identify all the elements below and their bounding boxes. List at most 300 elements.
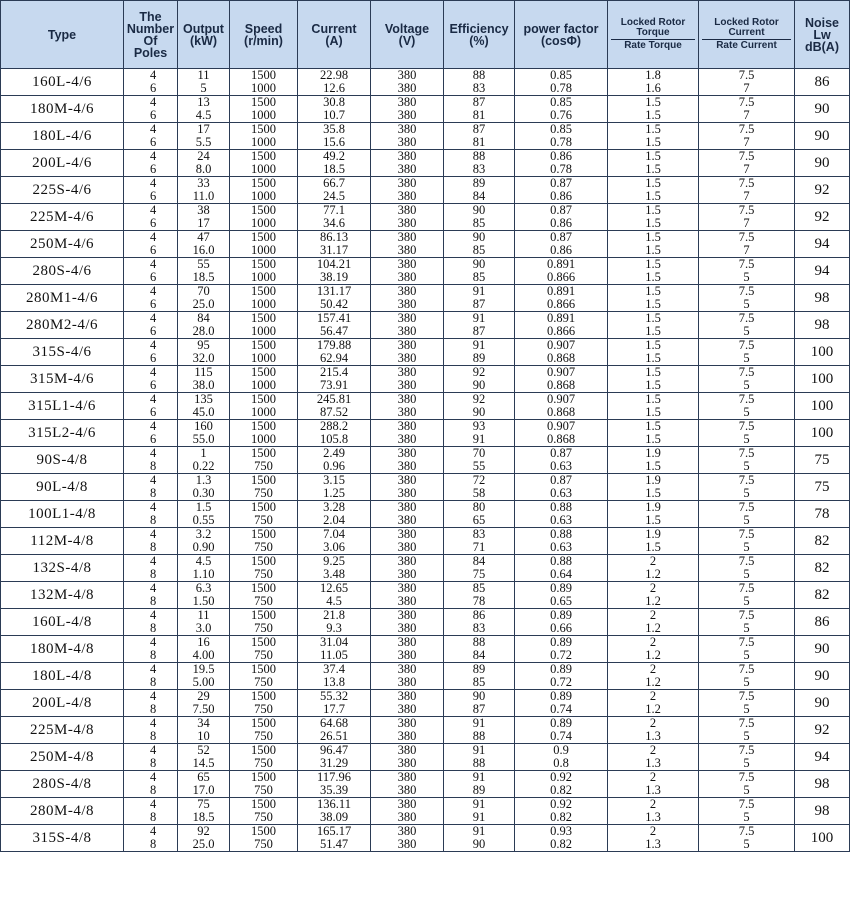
locked-torque-cell: 1.5: [608, 460, 699, 474]
speed-cell: 750: [230, 487, 298, 501]
power-factor-cell: 0.907: [515, 393, 608, 407]
type-cell: 250M-4/8: [1, 744, 124, 771]
efficiency-cell: 89: [444, 784, 515, 798]
locked-torque-cell: 1.2: [608, 622, 699, 636]
locked-torque-cell: 1.9: [608, 447, 699, 461]
locked-current-cell: 5: [699, 730, 795, 744]
locked-torque-cell: 1.3: [608, 757, 699, 771]
table-row: [1, 217, 850, 231]
locked-torque-cell: 1.5: [608, 325, 699, 339]
noise-cell: 100: [795, 420, 850, 447]
output-cell: 17: [178, 123, 230, 137]
type-cell: 315L1-4/6: [1, 393, 124, 420]
table-row: [1, 177, 850, 191]
efficiency-cell: 85: [444, 676, 515, 690]
table-row: [1, 258, 850, 272]
speed-cell: 1500: [230, 393, 298, 407]
locked-torque-cell: 1.2: [608, 703, 699, 717]
power-factor-cell: 0.86: [515, 217, 608, 231]
poles-cell: 4: [124, 123, 178, 137]
output-cell: 1.50: [178, 595, 230, 609]
speed-cell: 1500: [230, 69, 298, 83]
locked-current-cell: 7.5: [699, 771, 795, 785]
speed-cell: 750: [230, 514, 298, 528]
current-cell: 9.25: [298, 555, 371, 569]
speed-cell: 1000: [230, 379, 298, 393]
poles-cell: 8: [124, 730, 178, 744]
efficiency-cell: 88: [444, 69, 515, 83]
locked-current-cell: 5: [699, 784, 795, 798]
poles-cell: 8: [124, 514, 178, 528]
locked-torque-cell: 1.9: [608, 474, 699, 488]
speed-cell: 1500: [230, 825, 298, 839]
noise-cell: 90: [795, 690, 850, 717]
output-cell: 65: [178, 771, 230, 785]
locked-current-cell: 7.5: [699, 204, 795, 218]
voltage-cell: 380: [371, 622, 444, 636]
table-row: [1, 501, 850, 515]
speed-cell: 1000: [230, 217, 298, 231]
table-row: [1, 541, 850, 555]
header-speed: Speed (r/min): [230, 1, 298, 69]
power-factor-cell: 0.78: [515, 163, 608, 177]
efficiency-cell: 83: [444, 622, 515, 636]
current-cell: 0.96: [298, 460, 371, 474]
locked-current-cell: 7.5: [699, 69, 795, 83]
voltage-cell: 380: [371, 204, 444, 218]
noise-cell: 98: [795, 771, 850, 798]
power-factor-cell: 0.89: [515, 690, 608, 704]
locked-current-cell: 5: [699, 568, 795, 582]
efficiency-cell: 91: [444, 825, 515, 839]
current-cell: 10.7: [298, 109, 371, 123]
locked-current-cell: 5: [699, 433, 795, 447]
locked-torque-cell: 2: [608, 690, 699, 704]
type-cell: 180L-4/6: [1, 123, 124, 150]
speed-cell: 1500: [230, 609, 298, 623]
type-cell: 225M-4/6: [1, 204, 124, 231]
power-factor-cell: 0.87: [515, 447, 608, 461]
poles-cell: 4: [124, 96, 178, 110]
table-row: [1, 379, 850, 393]
efficiency-cell: 88: [444, 730, 515, 744]
table-row: [1, 703, 850, 717]
header-output: Output (kW): [178, 1, 230, 69]
output-cell: 6.3: [178, 582, 230, 596]
efficiency-cell: 92: [444, 366, 515, 380]
locked-torque-cell: 1.5: [608, 285, 699, 299]
poles-cell: 6: [124, 271, 178, 285]
locked-current-cell: 7.5: [699, 285, 795, 299]
table-row: [1, 798, 850, 812]
voltage-cell: 380: [371, 325, 444, 339]
table-row: [1, 190, 850, 204]
noise-cell: 82: [795, 528, 850, 555]
voltage-cell: 380: [371, 514, 444, 528]
noise-cell: 90: [795, 150, 850, 177]
table-row: [1, 312, 850, 326]
voltage-cell: 380: [371, 231, 444, 245]
voltage-cell: 380: [371, 757, 444, 771]
power-factor-cell: 0.65: [515, 595, 608, 609]
power-factor-cell: 0.868: [515, 406, 608, 420]
locked-current-cell: 7.5: [699, 690, 795, 704]
efficiency-cell: 87: [444, 325, 515, 339]
efficiency-cell: 90: [444, 379, 515, 393]
locked-torque-cell: 1.5: [608, 406, 699, 420]
type-cell: 200L-4/6: [1, 150, 124, 177]
output-cell: 55.0: [178, 433, 230, 447]
speed-cell: 1500: [230, 771, 298, 785]
table-row: [1, 420, 850, 434]
locked-torque-cell: 1.5: [608, 258, 699, 272]
locked-current-cell: 5: [699, 703, 795, 717]
locked-current-cell: 5: [699, 460, 795, 474]
locked-torque-cell: 2: [608, 609, 699, 623]
efficiency-cell: 55: [444, 460, 515, 474]
locked-torque-cell: 1.5: [608, 393, 699, 407]
poles-cell: 6: [124, 433, 178, 447]
locked-current-cell: 7.5: [699, 555, 795, 569]
power-factor-cell: 0.93: [515, 825, 608, 839]
locked-torque-cell: 2: [608, 636, 699, 650]
poles-cell: 4: [124, 690, 178, 704]
power-factor-cell: 0.907: [515, 339, 608, 353]
voltage-cell: 380: [371, 406, 444, 420]
current-cell: 9.3: [298, 622, 371, 636]
voltage-cell: 380: [371, 825, 444, 839]
poles-cell: 6: [124, 352, 178, 366]
current-cell: 2.49: [298, 447, 371, 461]
power-factor-cell: 0.82: [515, 811, 608, 825]
current-cell: 34.6: [298, 217, 371, 231]
voltage-cell: 380: [371, 109, 444, 123]
current-cell: 50.42: [298, 298, 371, 312]
locked-current-cell: 5: [699, 325, 795, 339]
current-cell: 96.47: [298, 744, 371, 758]
voltage-cell: 380: [371, 784, 444, 798]
output-cell: 47: [178, 231, 230, 245]
locked-current-cell: 5: [699, 406, 795, 420]
current-cell: 31.29: [298, 757, 371, 771]
power-factor-cell: 0.907: [515, 420, 608, 434]
current-cell: 3.28: [298, 501, 371, 515]
table-row: [1, 271, 850, 285]
type-cell: 250M-4/6: [1, 231, 124, 258]
current-cell: 165.17: [298, 825, 371, 839]
locked-current-cell: 7.5: [699, 231, 795, 245]
power-factor-cell: 0.89: [515, 609, 608, 623]
table-row: [1, 123, 850, 137]
type-cell: 100L1-4/8: [1, 501, 124, 528]
voltage-cell: 380: [371, 460, 444, 474]
power-factor-cell: 0.88: [515, 528, 608, 542]
voltage-cell: 380: [371, 136, 444, 150]
efficiency-cell: 85: [444, 271, 515, 285]
efficiency-cell: 91: [444, 798, 515, 812]
speed-cell: 1500: [230, 312, 298, 326]
locked-current-cell: 7.5: [699, 420, 795, 434]
power-factor-cell: 0.89: [515, 663, 608, 677]
efficiency-cell: 91: [444, 312, 515, 326]
locked-current-cell: 7.5: [699, 447, 795, 461]
locked-current-cell: 5: [699, 298, 795, 312]
power-factor-cell: 0.82: [515, 838, 608, 852]
output-cell: 0.55: [178, 514, 230, 528]
type-cell: 200L-4/8: [1, 690, 124, 717]
poles-cell: 4: [124, 744, 178, 758]
poles-cell: 8: [124, 838, 178, 852]
current-cell: 38.19: [298, 271, 371, 285]
poles-cell: 4: [124, 825, 178, 839]
noise-cell: 86: [795, 609, 850, 636]
locked-current-cell: 7.5: [699, 339, 795, 353]
poles-cell: 6: [124, 163, 178, 177]
efficiency-cell: 90: [444, 204, 515, 218]
type-cell: 160L-4/8: [1, 609, 124, 636]
locked-torque-cell: 1.5: [608, 339, 699, 353]
locked-torque-cell: 2: [608, 798, 699, 812]
efficiency-cell: 90: [444, 406, 515, 420]
voltage-cell: 380: [371, 420, 444, 434]
locked-current-cell: 7.5: [699, 123, 795, 137]
current-cell: 13.8: [298, 676, 371, 690]
poles-cell: 8: [124, 676, 178, 690]
table-row: [1, 325, 850, 339]
efficiency-cell: 72: [444, 474, 515, 488]
locked-torque-cell: 1.5: [608, 541, 699, 555]
output-cell: 1: [178, 447, 230, 461]
table-row: [1, 838, 850, 852]
output-cell: 0.90: [178, 541, 230, 555]
locked-torque-cell: 1.5: [608, 231, 699, 245]
locked-torque-cell: 1.5: [608, 433, 699, 447]
poles-cell: 6: [124, 82, 178, 96]
current-cell: 38.09: [298, 811, 371, 825]
locked-torque-cell: 2: [608, 771, 699, 785]
poles-cell: 4: [124, 312, 178, 326]
current-cell: 105.8: [298, 433, 371, 447]
locked-torque-cell: 1.6: [608, 82, 699, 96]
locked-current-cell: 7.5: [699, 96, 795, 110]
voltage-cell: 380: [371, 163, 444, 177]
header-efficiency: Efficiency (%): [444, 1, 515, 69]
poles-cell: 4: [124, 636, 178, 650]
speed-cell: 1500: [230, 204, 298, 218]
locked-torque-cell: 1.5: [608, 204, 699, 218]
output-cell: 18.5: [178, 811, 230, 825]
table-row: [1, 460, 850, 474]
table-row: [1, 204, 850, 218]
poles-cell: 4: [124, 798, 178, 812]
current-cell: 86.13: [298, 231, 371, 245]
output-cell: 1.5: [178, 501, 230, 515]
locked-current-cell: 7: [699, 163, 795, 177]
output-cell: 17.0: [178, 784, 230, 798]
locked-torque-cell: 1.3: [608, 730, 699, 744]
output-cell: 32.0: [178, 352, 230, 366]
noise-cell: 90: [795, 123, 850, 150]
locked-current-cell: 5: [699, 649, 795, 663]
efficiency-cell: 81: [444, 109, 515, 123]
output-cell: 70: [178, 285, 230, 299]
table-row: [1, 555, 850, 569]
locked-torque-cell: 1.3: [608, 838, 699, 852]
current-cell: 12.65: [298, 582, 371, 596]
type-cell: 225M-4/8: [1, 717, 124, 744]
locked-torque-cell: 1.5: [608, 366, 699, 380]
locked-torque-cell: 1.5: [608, 123, 699, 137]
noise-cell: 94: [795, 231, 850, 258]
table-row: [1, 82, 850, 96]
locked-torque-cell: 1.2: [608, 649, 699, 663]
speed-cell: 750: [230, 784, 298, 798]
header-voltage: Voltage (V): [371, 1, 444, 69]
current-cell: 55.32: [298, 690, 371, 704]
power-factor-cell: 0.86: [515, 244, 608, 258]
voltage-cell: 380: [371, 798, 444, 812]
header-type: Type: [1, 1, 124, 69]
power-factor-cell: 0.63: [515, 487, 608, 501]
current-cell: 18.5: [298, 163, 371, 177]
noise-cell: 82: [795, 555, 850, 582]
poles-cell: 8: [124, 811, 178, 825]
current-cell: 31.04: [298, 636, 371, 650]
noise-cell: 82: [795, 582, 850, 609]
current-cell: 37.4: [298, 663, 371, 677]
noise-cell: 75: [795, 447, 850, 474]
current-cell: 56.47: [298, 325, 371, 339]
locked-torque-cell: 1.5: [608, 271, 699, 285]
locked-torque-cell: 1.5: [608, 136, 699, 150]
type-cell: 280M-4/8: [1, 798, 124, 825]
voltage-cell: 380: [371, 379, 444, 393]
speed-cell: 1500: [230, 123, 298, 137]
poles-cell: 4: [124, 663, 178, 677]
efficiency-cell: 89: [444, 663, 515, 677]
poles-cell: 4: [124, 501, 178, 515]
locked-current-cell: 7.5: [699, 744, 795, 758]
speed-cell: 1500: [230, 150, 298, 164]
output-cell: 160: [178, 420, 230, 434]
power-factor-cell: 0.82: [515, 784, 608, 798]
noise-cell: 92: [795, 204, 850, 231]
current-cell: 87.52: [298, 406, 371, 420]
voltage-cell: 380: [371, 150, 444, 164]
voltage-cell: 380: [371, 771, 444, 785]
voltage-cell: 380: [371, 190, 444, 204]
current-cell: 26.51: [298, 730, 371, 744]
speed-cell: 1500: [230, 339, 298, 353]
voltage-cell: 380: [371, 123, 444, 137]
power-factor-cell: 0.9: [515, 744, 608, 758]
current-cell: 12.6: [298, 82, 371, 96]
table-row: [1, 366, 850, 380]
locked-torque-cell: 1.3: [608, 811, 699, 825]
voltage-cell: 380: [371, 258, 444, 272]
speed-cell: 1500: [230, 447, 298, 461]
current-cell: 35.39: [298, 784, 371, 798]
table-row: [1, 285, 850, 299]
efficiency-cell: 83: [444, 163, 515, 177]
locked-current-cell: 7: [699, 244, 795, 258]
speed-cell: 1000: [230, 271, 298, 285]
type-cell: 180L-4/8: [1, 663, 124, 690]
poles-cell: 4: [124, 177, 178, 191]
output-cell: 4.5: [178, 555, 230, 569]
table-body: [1, 69, 850, 852]
table-row: [1, 771, 850, 785]
noise-cell: 92: [795, 717, 850, 744]
header-locked-current: Locked Rotor Current Rate Current: [699, 1, 795, 69]
voltage-cell: 380: [371, 636, 444, 650]
current-cell: 21.8: [298, 609, 371, 623]
locked-current-cell: 5: [699, 379, 795, 393]
locked-current-cell: 7.5: [699, 150, 795, 164]
output-cell: 7.50: [178, 703, 230, 717]
locked-current-cell: 7.5: [699, 528, 795, 542]
power-factor-cell: 0.88: [515, 555, 608, 569]
output-cell: 92: [178, 825, 230, 839]
noise-cell: 100: [795, 825, 850, 852]
poles-cell: 4: [124, 555, 178, 569]
poles-cell: 4: [124, 582, 178, 596]
output-cell: 34: [178, 717, 230, 731]
locked-torque-cell: 1.3: [608, 784, 699, 798]
power-factor-cell: 0.63: [515, 460, 608, 474]
header-locked-torque: Locked Rotor Torque Rate Torque: [608, 1, 699, 69]
table-row: [1, 582, 850, 596]
speed-cell: 1000: [230, 82, 298, 96]
efficiency-cell: 90: [444, 690, 515, 704]
speed-cell: 750: [230, 811, 298, 825]
power-factor-cell: 0.87: [515, 177, 608, 191]
locked-current-cell: 7.5: [699, 582, 795, 596]
speed-cell: 750: [230, 757, 298, 771]
power-factor-cell: 0.868: [515, 379, 608, 393]
locked-current-cell: 7.5: [699, 717, 795, 731]
poles-cell: 4: [124, 258, 178, 272]
locked-torque-cell: 1.5: [608, 244, 699, 258]
voltage-cell: 380: [371, 177, 444, 191]
output-cell: 11.0: [178, 190, 230, 204]
table-row: [1, 433, 850, 447]
poles-cell: 6: [124, 325, 178, 339]
locked-current-cell: 5: [699, 622, 795, 636]
efficiency-cell: 84: [444, 649, 515, 663]
poles-cell: 4: [124, 393, 178, 407]
table-row: [1, 609, 850, 623]
power-factor-cell: 0.866: [515, 271, 608, 285]
current-cell: 288.2: [298, 420, 371, 434]
locked-current-cell: 7: [699, 136, 795, 150]
type-cell: 90L-4/8: [1, 474, 124, 501]
speed-cell: 1000: [230, 190, 298, 204]
table-row: [1, 339, 850, 353]
current-cell: 30.8: [298, 96, 371, 110]
output-cell: 4.5: [178, 109, 230, 123]
table-row: [1, 393, 850, 407]
table-row: [1, 150, 850, 164]
poles-cell: 4: [124, 528, 178, 542]
current-cell: 2.04: [298, 514, 371, 528]
current-cell: 51.47: [298, 838, 371, 852]
speed-cell: 1500: [230, 744, 298, 758]
efficiency-cell: 90: [444, 838, 515, 852]
locked-torque-cell: 1.8: [608, 69, 699, 83]
type-cell: 280M1-4/6: [1, 285, 124, 312]
power-factor-cell: 0.88: [515, 501, 608, 515]
